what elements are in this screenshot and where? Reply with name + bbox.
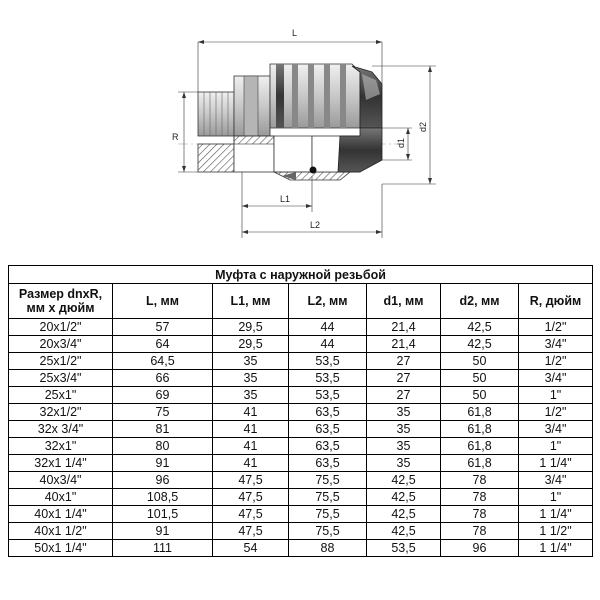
- dimension-label-L: L: [292, 28, 298, 38]
- header-L: L, мм: [113, 284, 213, 319]
- cell-size: 32x1 1/4": [9, 455, 113, 472]
- cell-size: 20x1/2": [9, 319, 113, 336]
- cell-size: 32x1": [9, 438, 113, 455]
- table-title: Муфта с наружной резьбой: [9, 266, 593, 284]
- dimension-label-d2: d2: [418, 121, 428, 132]
- cell-R: 3/4": [519, 472, 593, 489]
- table-row: [9, 421, 593, 438]
- cell-d1: 42,5: [367, 506, 441, 523]
- cell-L2: 63,5: [289, 438, 367, 455]
- cell-d2: 61,8: [441, 421, 519, 438]
- cell-L2: 44: [289, 336, 367, 353]
- cell-L: 66: [113, 370, 213, 387]
- cell-L: 96: [113, 472, 213, 489]
- cell-L: 91: [113, 455, 213, 472]
- header-L1: L1, мм: [213, 284, 289, 319]
- cell-d1: 42,5: [367, 489, 441, 506]
- fitting-exterior: [198, 64, 382, 136]
- cell-L1: 47,5: [213, 506, 289, 523]
- header-d1: d1, мм: [367, 284, 441, 319]
- cell-d1: 42,5: [367, 472, 441, 489]
- cell-R: 1/2": [519, 353, 593, 370]
- cell-d2: 42,5: [441, 319, 519, 336]
- table-row: [9, 404, 593, 421]
- cell-d2: 96: [441, 540, 519, 557]
- cell-L: 57: [113, 319, 213, 336]
- cell-d2: 50: [441, 353, 519, 370]
- table-row: [9, 489, 593, 506]
- cell-L2: 63,5: [289, 421, 367, 438]
- cell-L1: 41: [213, 404, 289, 421]
- table-row: [9, 370, 593, 387]
- cell-L1: 35: [213, 370, 289, 387]
- cell-size: 32x 3/4": [9, 421, 113, 438]
- cell-size: 40x1 1/4": [9, 506, 113, 523]
- cell-size: 40x3/4": [9, 472, 113, 489]
- cell-d2: 78: [441, 506, 519, 523]
- cell-L1: 41: [213, 455, 289, 472]
- specification-table: [8, 265, 593, 557]
- cell-R: 1 1/4": [519, 506, 593, 523]
- header-L2: L2, мм: [289, 284, 367, 319]
- cell-size: 20x3/4": [9, 336, 113, 353]
- cell-size: 25x3/4": [9, 370, 113, 387]
- cell-L1: 41: [213, 438, 289, 455]
- header-d2: d2, мм: [441, 284, 519, 319]
- cell-L: 64,5: [113, 353, 213, 370]
- cell-L: 81: [113, 421, 213, 438]
- header-size-line-2: мм х дюйм: [26, 301, 95, 315]
- table-row: [9, 353, 593, 370]
- cell-size: 40x1": [9, 489, 113, 506]
- cell-R: 1 1/4": [519, 540, 593, 557]
- cell-R: 1": [519, 489, 593, 506]
- cell-L1: 29,5: [213, 336, 289, 353]
- table-row: [9, 438, 593, 455]
- cell-R: 3/4": [519, 336, 593, 353]
- cell-d1: 53,5: [367, 540, 441, 557]
- cell-d2: 50: [441, 387, 519, 404]
- cell-size: 40x1 1/2": [9, 523, 113, 540]
- cell-d2: 61,8: [441, 455, 519, 472]
- cell-L1: 54: [213, 540, 289, 557]
- table-body: [9, 319, 593, 557]
- cell-L: 111: [113, 540, 213, 557]
- cell-d1: 35: [367, 421, 441, 438]
- cell-L: 69: [113, 387, 213, 404]
- cell-L: 91: [113, 523, 213, 540]
- fitting-technical-drawing: [0, 0, 600, 262]
- cell-size: 25x1/2": [9, 353, 113, 370]
- cell-L2: 63,5: [289, 404, 367, 421]
- cell-L1: 47,5: [213, 489, 289, 506]
- cell-d1: 27: [367, 353, 441, 370]
- cell-L1: 47,5: [213, 472, 289, 489]
- cell-R: 3/4": [519, 370, 593, 387]
- cell-d1: 21,4: [367, 319, 441, 336]
- cell-d1: 35: [367, 438, 441, 455]
- cell-d2: 61,8: [441, 438, 519, 455]
- cell-R: 1/2": [519, 404, 593, 421]
- cell-d1: 35: [367, 455, 441, 472]
- cell-L: 101,5: [113, 506, 213, 523]
- cell-L: 80: [113, 438, 213, 455]
- cell-R: 1": [519, 387, 593, 404]
- cell-size: 25x1": [9, 387, 113, 404]
- cell-L2: 75,5: [289, 489, 367, 506]
- cell-L1: 35: [213, 387, 289, 404]
- cell-L2: 63,5: [289, 455, 367, 472]
- table-row: [9, 540, 593, 557]
- table-row: [9, 319, 593, 336]
- table-row: [9, 387, 593, 404]
- cell-d1: 27: [367, 387, 441, 404]
- cell-size: 50x1 1/4": [9, 540, 113, 557]
- cell-R: 1/2": [519, 319, 593, 336]
- cell-L1: 41: [213, 421, 289, 438]
- cell-d1: 27: [367, 370, 441, 387]
- cell-L: 108,5: [113, 489, 213, 506]
- cell-d1: 21,4: [367, 336, 441, 353]
- cell-d1: 35: [367, 404, 441, 421]
- cell-R: 1 1/4": [519, 455, 593, 472]
- header-R: R, дюйм: [519, 284, 593, 319]
- cell-L1: 35: [213, 353, 289, 370]
- cell-d2: 78: [441, 523, 519, 540]
- table-row: [9, 506, 593, 523]
- table-row: [9, 455, 593, 472]
- cell-d2: 78: [441, 472, 519, 489]
- cell-R: 3/4": [519, 421, 593, 438]
- dimension-label-R: R: [172, 132, 179, 142]
- cell-L2: 53,5: [289, 353, 367, 370]
- cell-d2: 42,5: [441, 336, 519, 353]
- cell-L2: 75,5: [289, 523, 367, 540]
- dimension-label-d1: d1: [396, 137, 406, 148]
- cell-d2: 61,8: [441, 404, 519, 421]
- dimension-label-L2: L2: [310, 220, 321, 230]
- table-row: [9, 472, 593, 489]
- cell-L2: 53,5: [289, 370, 367, 387]
- cell-L2: 44: [289, 319, 367, 336]
- cell-L1: 29,5: [213, 319, 289, 336]
- cell-R: 1 1/2": [519, 523, 593, 540]
- cell-L1: 47,5: [213, 523, 289, 540]
- header-size: [9, 284, 113, 319]
- cell-L: 64: [113, 336, 213, 353]
- dimension-label-L1: L1: [280, 194, 291, 204]
- header-size-line-1: Размер dnxR,: [18, 287, 103, 301]
- cell-size: 32x1/2": [9, 404, 113, 421]
- cell-d2: 50: [441, 370, 519, 387]
- dimension-R: [172, 92, 198, 172]
- cell-L2: 75,5: [289, 472, 367, 489]
- cell-L2: 75,5: [289, 506, 367, 523]
- table-row: [9, 336, 593, 353]
- cell-R: 1": [519, 438, 593, 455]
- cell-L2: 88: [289, 540, 367, 557]
- cell-L: 75: [113, 404, 213, 421]
- cell-d1: 42,5: [367, 523, 441, 540]
- cell-d2: 78: [441, 489, 519, 506]
- dimension-d1: [382, 128, 412, 160]
- cell-L2: 53,5: [289, 387, 367, 404]
- table-row: [9, 523, 593, 540]
